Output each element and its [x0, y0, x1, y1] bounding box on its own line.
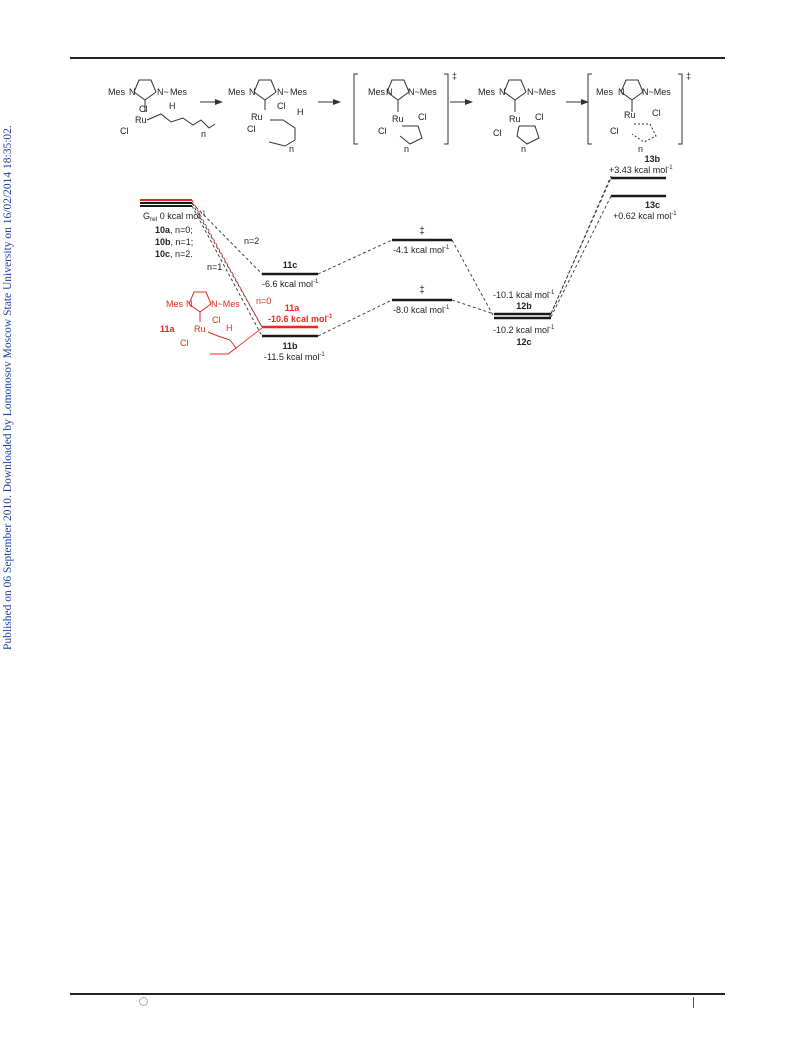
- svg-text:Cl: Cl: [277, 101, 286, 111]
- svg-text:Cl: Cl: [180, 338, 189, 348]
- svg-text:Ru: Ru: [624, 110, 636, 120]
- svg-text:Mes: Mes: [228, 87, 246, 97]
- svg-text:Cl: Cl: [610, 126, 619, 136]
- level-ts2-energy: -8.0 kcal mol$^{-1}$: [393, 305, 450, 315]
- svg-text:N~Mes: N~Mes: [527, 87, 556, 97]
- svg-text:n: n: [521, 144, 527, 154]
- svg-text:N: N: [129, 87, 136, 97]
- svg-text:N: N: [386, 87, 393, 97]
- svg-text:Ru: Ru: [251, 112, 263, 122]
- svg-text:Cl: Cl: [652, 108, 661, 118]
- inset-structure-11a: [160, 292, 262, 354]
- svg-text:Cl: Cl: [247, 124, 256, 134]
- structure-11: [228, 80, 308, 154]
- legend-10a: 10a, n=0;: [155, 225, 193, 235]
- h-label: H: [169, 101, 176, 111]
- svg-text:N: N: [618, 87, 625, 97]
- svg-text:Cl: Cl: [535, 112, 544, 122]
- mes-right-label: Mes: [170, 87, 188, 97]
- svg-text:‡: ‡: [452, 71, 458, 81]
- svg-text:n: n: [404, 144, 410, 154]
- svg-text:n: n: [289, 144, 295, 154]
- svg-text:Mes: Mes: [478, 87, 496, 97]
- level-ts1-energy: -4.1 kcal mol$^{-1}$: [393, 245, 450, 255]
- svg-text:H: H: [226, 323, 233, 333]
- level-12c-name: 12c: [516, 337, 532, 347]
- svg-text:Ru: Ru: [392, 114, 404, 124]
- level-12b-name: 12b: [516, 301, 532, 311]
- svg-text:n: n: [638, 144, 644, 154]
- svg-text:Ru: Ru: [194, 324, 206, 334]
- cl-label: Cl: [139, 104, 148, 114]
- legend-10b: 10b, n=1;: [155, 237, 194, 247]
- level-12c-energy: -10.2 kcal mol$^{-1}$: [493, 325, 555, 335]
- level-11a-energy: -10.6 kcal mol$^{-1}$: [268, 314, 333, 324]
- svg-text:N~: N~: [277, 87, 289, 97]
- svg-text:Mes: Mes: [596, 87, 614, 97]
- svg-text:Ru: Ru: [509, 114, 521, 124]
- svg-text:Mes: Mes: [290, 87, 308, 97]
- level-10: [140, 200, 192, 206]
- svg-text:N: N: [499, 87, 506, 97]
- level-11c-energy: -6.6 kcal mol$^{-1}$: [262, 279, 319, 289]
- svg-text:N~Mes: N~Mes: [408, 87, 437, 97]
- svg-text:Cl: Cl: [493, 128, 502, 138]
- svg-text:Cl: Cl: [378, 126, 387, 136]
- level-13b-name: 13b: [644, 154, 660, 164]
- svg-text:N: N: [186, 299, 193, 309]
- svg-text:Mes: Mes: [166, 299, 184, 309]
- path-label-n2: n=2: [244, 236, 260, 246]
- level-12b-energy: -10.1 kcal mol$^{-1}$: [493, 290, 555, 300]
- structure-10: [108, 80, 215, 139]
- svg-text:N: N: [249, 87, 256, 97]
- level-13c-name: 13c: [644, 200, 660, 210]
- svg-text:Cl: Cl: [418, 112, 427, 122]
- svg-text:N~Mes: N~Mes: [642, 87, 671, 97]
- svg-text:Mes: Mes: [368, 87, 386, 97]
- download-watermark-text: Published on 06 September 2010. Downloaded by Lomonosov Moscow State University on 16/02/2014 18:35:02.: [2, 125, 14, 650]
- path-label-n1: n=1: [207, 262, 223, 272]
- ts2-symbol: ‡: [419, 285, 425, 296]
- level-11c-name: 11c: [282, 260, 298, 270]
- structure-12: [478, 80, 556, 154]
- ru-label: Ru: [135, 115, 147, 125]
- level-11b-name: 11b: [282, 341, 298, 351]
- svg-text:Cl: Cl: [212, 315, 221, 325]
- svg-text:11a: 11a: [160, 324, 175, 334]
- structure-ts2: [588, 71, 691, 154]
- level-11a-name: 11a: [284, 303, 300, 313]
- svg-text:H: H: [297, 107, 304, 117]
- level-11b-energy: -11.5 kcal mol$^{-1}$: [264, 352, 325, 362]
- svg-text:‡: ‡: [686, 71, 692, 81]
- structure-ts1: [354, 71, 457, 154]
- mes-left-label: Mes: [108, 87, 126, 97]
- level-13c-energy: +0.62 kcal mol$^{-1}$: [613, 211, 677, 221]
- cl-label-2: Cl: [120, 126, 129, 136]
- svg-text:N~Mes: N~Mes: [211, 299, 240, 309]
- svg-text:N~: N~: [157, 87, 169, 97]
- n-label: n: [201, 129, 207, 139]
- path-label-n0: n=0: [256, 296, 272, 306]
- grel-label: $G_{rel}$ 0 kcal mol$^{-1}$: [143, 211, 206, 223]
- level-13b-energy: +3.43 kcal mol$^{-1}$: [609, 165, 673, 175]
- ts1-symbol: ‡: [419, 226, 425, 237]
- legend-10c: 10c, n=2.: [155, 249, 193, 259]
